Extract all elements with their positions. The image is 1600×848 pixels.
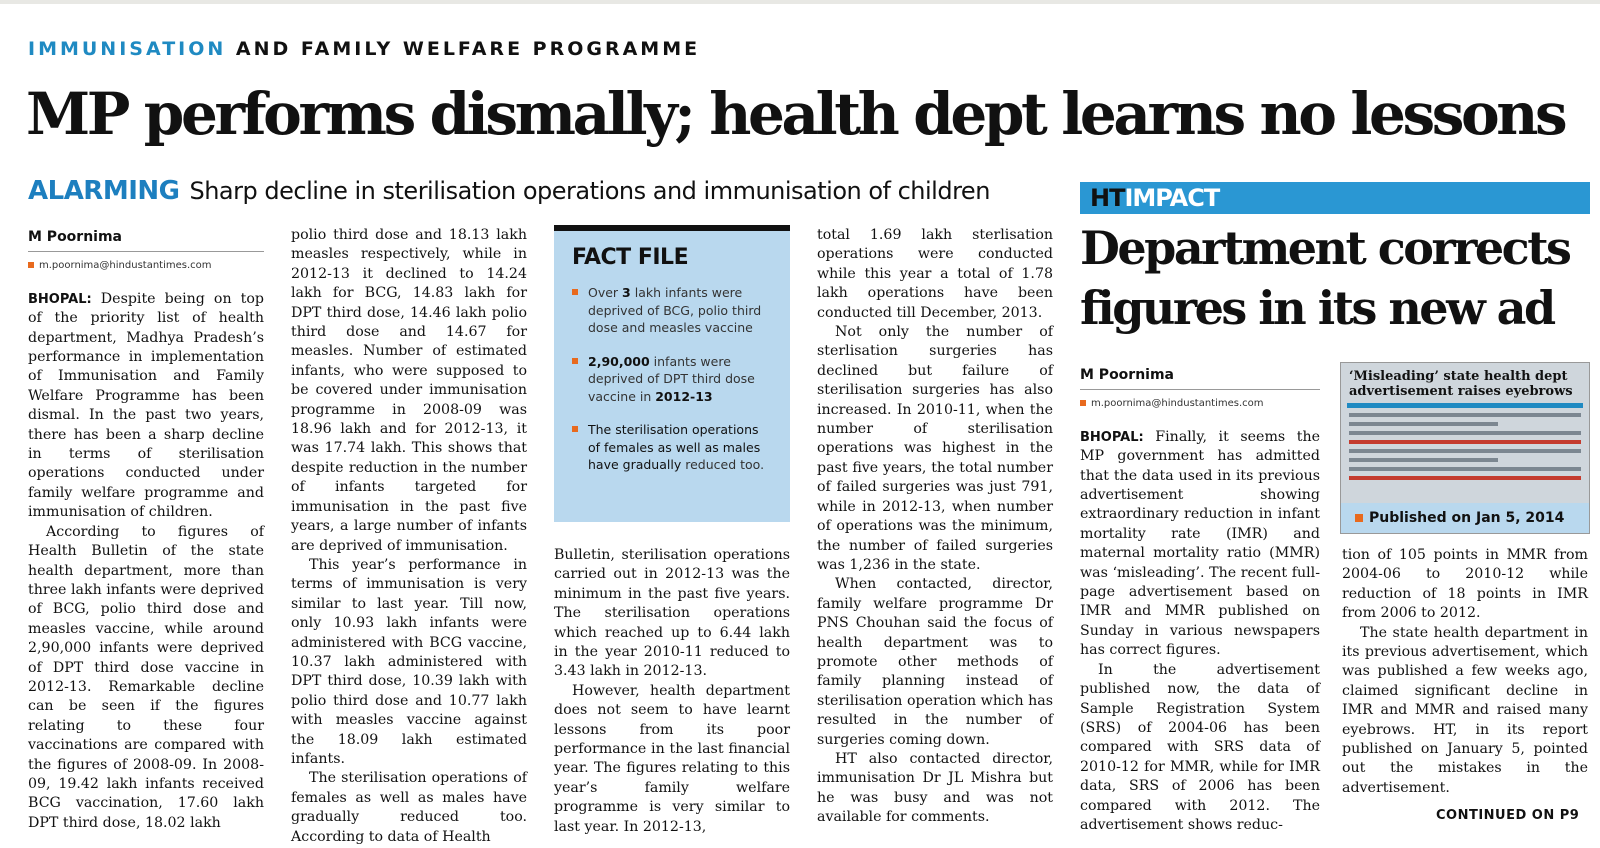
paragraph: polio third dose and 18.13 lakh measles respectively, while in 2012-13 it declined to 14.24 lakh for BCG, 14.83 lakh for DPT third dose, 14.46 lakh polio third dose and 14.67 for measles. Number of estimated infants, who were supposed to be covered under immunisation programme in 2008-09 was 18.96 lakh and for 2012-13, it was 17.74 lakh. This shows that despite reduction in the number of infants targeted for immunisation in the past five years, a large number of infants are deprived of immunisation.: [291, 227, 527, 554]
paragraph: Bulletin, sterilisation operations carried out in 2012-13 was the minimum in the past five years. The sterilisation operations which reached up to 6.44 lakh in the year 2010-11 reduced to 3.43 lakh in 2012-13.: [554, 547, 790, 680]
main-column-4: [817, 226, 1053, 828]
kicker-highlight: IMMUNISATION: [28, 38, 227, 60]
kicker-rest: AND FAMILY WELFARE PROGRAMME: [226, 38, 701, 60]
clipping-band: [1347, 403, 1583, 408]
fact-item: [572, 353, 774, 406]
ht-impact-bar: [1080, 182, 1590, 214]
bullet-square-icon: [572, 358, 578, 364]
impact-headline: Department corrects figures in its new ad: [1080, 221, 1570, 335]
main-column-1: [28, 228, 264, 833]
bullet-square-icon: [572, 426, 578, 432]
paragraph: The state health department in its previous advertisement, which was published a few weeks ago, claimed significant decline in IMR and MMR and raised many eyebrows. HT, in its report published on January 5, pointed out the mistakes in the advertisement.: [1342, 624, 1588, 796]
paragraph: HT also contacted director, immunisation Dr JL Mishra but he was busy and was not available for comments.: [817, 750, 1053, 826]
bullet-square-icon: [572, 289, 578, 295]
published-date: Published on Jan 5, 2014: [1369, 510, 1565, 526]
dateline: BHOPAL:: [1080, 429, 1144, 445]
bullet-square-icon: [1355, 514, 1363, 522]
main-column-3: [554, 546, 790, 837]
impact-column-1: [1080, 366, 1320, 835]
clipping-text-line: [1349, 458, 1498, 462]
impact-column-2: [1342, 546, 1588, 798]
clipping-text-line: [1349, 476, 1581, 480]
clipping-headline: ‘Misleading’ state health dept advertisement raises eyebrows: [1349, 369, 1573, 399]
fact-text: reduced too.: [681, 457, 765, 472]
previous-report-clipping: [1340, 362, 1590, 534]
paragraph: [28, 290, 264, 523]
bullet-square-icon: [28, 262, 34, 268]
clipping-text-line: [1349, 449, 1581, 453]
paragraph: However, health department does not seem to have learnt lessons from its poor performance in the last financial year. The figures relating to this year’s family welfare programme is very similar to last year. In 2012-13,: [554, 682, 790, 835]
section-kicker: [28, 38, 700, 60]
ht-logo: HT: [1090, 184, 1125, 212]
fact-figure: 2012-13: [655, 388, 713, 404]
fact-file-title: FACT FILE: [572, 245, 689, 270]
impact-label: IMPACT: [1124, 184, 1220, 212]
published-caption: [1341, 503, 1589, 533]
fact-text: lakh infants were deprived of BCG, polio third dose and measles vaccine: [588, 285, 762, 335]
dateline: BHOPAL:: [28, 291, 92, 307]
byline: M Poornima: [28, 229, 123, 245]
main-subhead: [28, 176, 990, 206]
paragraph: This year’s performance in terms of immunisation is very similar to last year. Till now, only 10.93 lakh infants were administered with BCG vaccine, 10.37 lakh administered with DPT third dose, 10.39 lakh with polio third dose and 10.77 lakh with measles vaccine against the 18.09 lakh estimated infants.: [291, 556, 527, 767]
paragraph: [1080, 428, 1320, 661]
bullet-square-icon: [1080, 400, 1086, 406]
paragraph: The sterilisation operations of females as well as males have gradually reduced too. According to data of Health: [291, 770, 527, 845]
paragraph-text: Finally, it seems the MP government has admitted that the data used in its previous advertisement showing extraordinary reduction in infant mortality rate (IMR) and maternal mortality ratio (MMR) was ‘misleading’. The recent full-page advertisement based on IMR and MMR published on Sunday in various newspapers has correct figures.: [1080, 428, 1320, 659]
byline-email: [28, 251, 264, 275]
clipping-text-line: [1349, 422, 1498, 426]
continued-on-link[interactable]: CONTINUED ON P9: [1436, 808, 1580, 823]
fact-text: Over: [588, 285, 623, 300]
main-column-2: [291, 226, 527, 847]
clipping-text-line: [1349, 440, 1581, 444]
paragraph: total 1.69 lakh sterlisation operations were conducted while this year a total of 1.78 lakh operations have been conducted till December, 2013.: [817, 227, 1053, 321]
paragraph: Not only the number of sterlisation surgeries has declined but failure of sterilisation surgeries has also increased. In 2010-11, when the number of sterilisation operations was highest in the past five years, the total number of failed surgeries was just 791, while in 2012-13, when number of operations was the minimum, the number of failed surgeries was 1,236 in the state.: [817, 324, 1053, 573]
clipping-text-line: [1349, 467, 1581, 471]
paragraph: When contacted, director, family welfare programme Dr PNS Chouhan said the focus of health department was to promote other methods of family planning instead of sterilisation operation which has resulted in the number of surgeries coming down.: [817, 576, 1053, 748]
paragraph: In the advertisement published now, the data of Sample Registration System (SRS) of 2004-06 has been compared with SRS data of 2010-12 for MMR, while for IMR data, SRS of 2006 has been compared with 2012. The advertisement shows reduc-: [1080, 661, 1320, 833]
paragraph-text: Despite being on top of the priority list of health department, Madhya Pradesh’s performance in implementation of Immunisation and Family Welfare Programme has been dismal. In the past two years, there has been a sharp decline in terms of sterilisation operations conducted under family welfare programme and immunisation of children.: [28, 290, 264, 521]
subhead-tag: ALARMING: [28, 176, 180, 206]
top-rule: [0, 0, 1600, 4]
fact-text: infants were deprived of DPT third dose vaccine in: [588, 353, 755, 404]
fact-file-box: [554, 225, 790, 522]
subhead-text: Sharp decline in sterilisation operations and immunisation of children: [189, 177, 990, 205]
fact-item: [572, 421, 774, 474]
clipping-text-line: [1349, 431, 1581, 435]
paragraph: According to figures of Health Bulletin of the state health department, more than three lakh infants were deprived of BCG, polio third dose and measles vaccine, while around 2,90,000 infants were deprived of DPT third dose vaccine in 2012-13. Remarkable decline can be seen if the figures relating to these four vaccinations are compared with the figures of 2008-09. In 2008-09, 19.42 lakh infants received BCG vaccination, 17.60 lakh DPT third dose, 18.02 lakh: [28, 523, 264, 831]
paragraph: tion of 105 points in MMR from 2004-06 to 2010-12 while reduction of 18 points in IMR from 2006 to 2012.: [1342, 547, 1588, 622]
clipping-text-line: [1349, 413, 1581, 417]
email-text: m.poornima@hindustantimes.com: [1091, 398, 1264, 410]
fact-text: The sterilisation operations of females as well as males have gradually: [588, 422, 761, 472]
email-text: m.poornima@hindustantimes.com: [39, 260, 212, 272]
main-headline: MP performs dismally; health dept learns no lessons: [26, 80, 1565, 148]
fact-figure: 3: [622, 285, 631, 300]
byline: M Poornima: [1080, 367, 1175, 383]
fact-figure: 2,90,000: [588, 353, 650, 369]
fact-item: [572, 284, 774, 337]
byline-email: [1080, 389, 1320, 413]
